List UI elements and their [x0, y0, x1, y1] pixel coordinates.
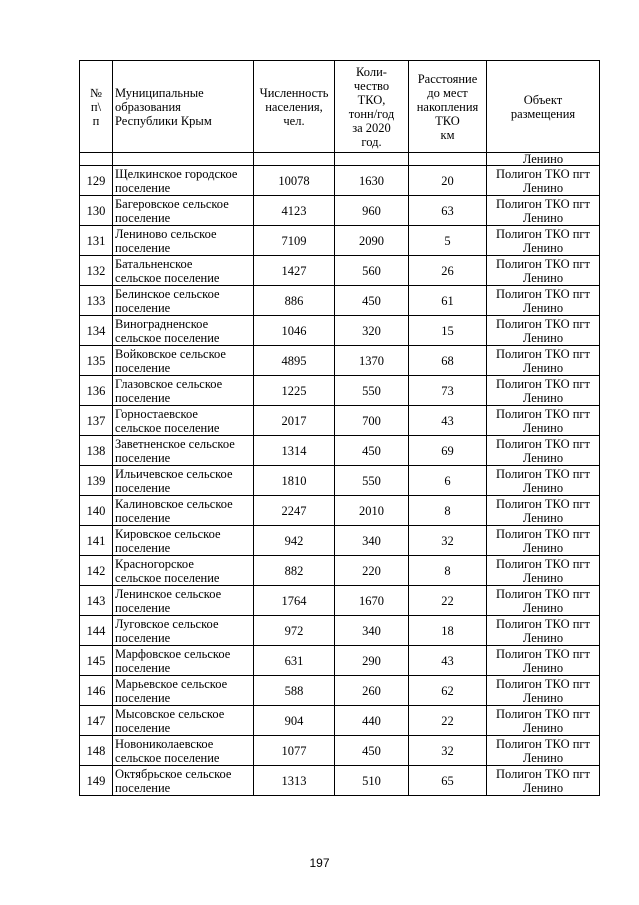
table-row [80, 706, 600, 736]
table-row [80, 616, 600, 646]
municipality-name: Горностаевское сельское поселение [113, 406, 254, 436]
tko-amount-value: 220 [335, 556, 409, 586]
population-value: 588 [254, 676, 335, 706]
tko-amount-value: 450 [335, 436, 409, 466]
placement-object: Полигон ТКО пгт Ленино [487, 556, 600, 586]
table-row [80, 436, 600, 466]
municipality-name: Батальненское сельское поселение [113, 256, 254, 286]
municipality-name: Заветненское сельское поселение [113, 436, 254, 466]
tko-amount-value: 1630 [335, 166, 409, 196]
header-population: Численность населения, чел. [254, 61, 335, 153]
population-value: 904 [254, 706, 335, 736]
municipality-name: Марфовское сельское поселение [113, 646, 254, 676]
tko-amount-value: 2090 [335, 226, 409, 256]
row-number: 142 [80, 556, 113, 586]
distance-value: 22 [409, 706, 487, 736]
table-row [80, 496, 600, 526]
table-row [80, 646, 600, 676]
distance-value: 73 [409, 376, 487, 406]
distance-value: 8 [409, 556, 487, 586]
tko-amount-value: 320 [335, 316, 409, 346]
municipality-name: Виноградненское сельское поселение [113, 316, 254, 346]
municipality-name: Лениново сельское поселение [113, 226, 254, 256]
row-number: 136 [80, 376, 113, 406]
tko-amount-value: 2010 [335, 496, 409, 526]
distance-value: 8 [409, 496, 487, 526]
row-number: 137 [80, 406, 113, 436]
distance-value: 6 [409, 466, 487, 496]
table-row [80, 586, 600, 616]
row-number: 129 [80, 166, 113, 196]
tko-amount-value: 700 [335, 406, 409, 436]
tko-amount-value: 560 [335, 256, 409, 286]
row-number: 148 [80, 736, 113, 766]
municipality-name: Глазовское сельское поселение [113, 376, 254, 406]
table-body [80, 153, 600, 796]
tko-amount-value: 960 [335, 196, 409, 226]
municipality-name: Октябрьское сельское поселение [113, 766, 254, 796]
header-number: № п\ п [80, 61, 113, 153]
header-distance: Расстояние до мест накопления ТКО км [409, 61, 487, 153]
table-header [80, 61, 600, 153]
continuation-object: Ленино [487, 153, 600, 166]
population-value: 972 [254, 616, 335, 646]
table-row [80, 466, 600, 496]
distance-value: 5 [409, 226, 487, 256]
population-value: 4895 [254, 346, 335, 376]
table-row [80, 316, 600, 346]
placement-object: Полигон ТКО пгт Ленино [487, 226, 600, 256]
distance-value: 65 [409, 766, 487, 796]
placement-object: Полигон ТКО пгт Ленино [487, 526, 600, 556]
municipal-waste-table [79, 60, 600, 796]
placement-object: Полигон ТКО пгт Ленино [487, 496, 600, 526]
municipality-name: Багеровское сельское поселение [113, 196, 254, 226]
population-value: 4123 [254, 196, 335, 226]
placement-object: Полигон ТКО пгт Ленино [487, 376, 600, 406]
placement-object: Полигон ТКО пгт Ленино [487, 676, 600, 706]
table-row [80, 406, 600, 436]
distance-value: 26 [409, 256, 487, 286]
municipality-name: Кировское сельское поселение [113, 526, 254, 556]
placement-object: Полигон ТКО пгт Ленино [487, 766, 600, 796]
table-row [80, 766, 600, 796]
table-row [80, 376, 600, 406]
population-value: 942 [254, 526, 335, 556]
placement-object: Полигон ТКО пгт Ленино [487, 736, 600, 766]
table-cell [80, 153, 113, 166]
row-number: 138 [80, 436, 113, 466]
row-number: 133 [80, 286, 113, 316]
population-value: 631 [254, 646, 335, 676]
population-value: 1225 [254, 376, 335, 406]
tko-amount-value: 340 [335, 526, 409, 556]
distance-value: 62 [409, 676, 487, 706]
tko-amount-value: 450 [335, 736, 409, 766]
population-value: 1427 [254, 256, 335, 286]
population-value: 10078 [254, 166, 335, 196]
row-number: 139 [80, 466, 113, 496]
header-row [80, 61, 600, 153]
population-value: 1764 [254, 586, 335, 616]
tko-amount-value: 1670 [335, 586, 409, 616]
row-number: 147 [80, 706, 113, 736]
municipality-name: Ильичевское сельское поселение [113, 466, 254, 496]
table-cell [113, 153, 254, 166]
row-number: 144 [80, 616, 113, 646]
placement-object: Полигон ТКО пгт Ленино [487, 616, 600, 646]
table-cell [254, 153, 335, 166]
header-tko-amount: Коли- чество ТКО, тонн/год за 2020 год. [335, 61, 409, 153]
table-row [80, 676, 600, 706]
page-number: 197 [309, 856, 330, 870]
placement-object: Полигон ТКО пгт Ленино [487, 346, 600, 376]
distance-value: 43 [409, 406, 487, 436]
municipality-name: Новониколаевское сельское поселение [113, 736, 254, 766]
header-municipality: Муниципальные образования Республики Крым [113, 61, 254, 153]
distance-value: 69 [409, 436, 487, 466]
row-number: 141 [80, 526, 113, 556]
municipality-name: Войковское сельское поселение [113, 346, 254, 376]
distance-value: 63 [409, 196, 487, 226]
header-placement-object: Объект размещения [487, 61, 600, 153]
table-row [80, 526, 600, 556]
placement-object: Полигон ТКО пгт Ленино [487, 406, 600, 436]
row-number: 130 [80, 196, 113, 226]
municipality-name: Ленинское сельское поселение [113, 586, 254, 616]
placement-object: Полигон ТКО пгт Ленино [487, 646, 600, 676]
municipality-name: Луговское сельское поселение [113, 616, 254, 646]
population-value: 7109 [254, 226, 335, 256]
placement-object: Полигон ТКО пгт Ленино [487, 196, 600, 226]
distance-value: 32 [409, 736, 487, 766]
distance-value: 20 [409, 166, 487, 196]
distance-value: 68 [409, 346, 487, 376]
tko-amount-value: 510 [335, 766, 409, 796]
distance-value: 22 [409, 586, 487, 616]
table-row [80, 346, 600, 376]
row-number: 131 [80, 226, 113, 256]
continuation-row [80, 153, 600, 166]
placement-object: Полигон ТКО пгт Ленино [487, 286, 600, 316]
placement-object: Полигон ТКО пгт Ленино [487, 316, 600, 346]
population-value: 1077 [254, 736, 335, 766]
municipality-name: Белинское сельское поселение [113, 286, 254, 316]
population-value: 1313 [254, 766, 335, 796]
row-number: 149 [80, 766, 113, 796]
table-cell [409, 153, 487, 166]
distance-value: 32 [409, 526, 487, 556]
distance-value: 18 [409, 616, 487, 646]
placement-object: Полигон ТКО пгт Ленино [487, 466, 600, 496]
table-row [80, 556, 600, 586]
placement-object: Полигон ТКО пгт Ленино [487, 436, 600, 466]
population-value: 1314 [254, 436, 335, 466]
municipality-name: Мысовское сельское поселение [113, 706, 254, 736]
distance-value: 43 [409, 646, 487, 676]
tko-amount-value: 260 [335, 676, 409, 706]
table-row [80, 256, 600, 286]
row-number: 132 [80, 256, 113, 286]
row-number: 140 [80, 496, 113, 526]
population-value: 2247 [254, 496, 335, 526]
table-cell [335, 153, 409, 166]
population-value: 1810 [254, 466, 335, 496]
tko-amount-value: 290 [335, 646, 409, 676]
distance-value: 61 [409, 286, 487, 316]
row-number: 134 [80, 316, 113, 346]
table-row [80, 196, 600, 226]
tko-amount-value: 550 [335, 466, 409, 496]
municipality-name: Красногорское сельское поселение [113, 556, 254, 586]
tko-amount-value: 1370 [335, 346, 409, 376]
row-number: 145 [80, 646, 113, 676]
tko-amount-value: 450 [335, 286, 409, 316]
table-row [80, 286, 600, 316]
row-number: 143 [80, 586, 113, 616]
population-value: 886 [254, 286, 335, 316]
population-value: 1046 [254, 316, 335, 346]
population-value: 2017 [254, 406, 335, 436]
placement-object: Полигон ТКО пгт Ленино [487, 586, 600, 616]
row-number: 146 [80, 676, 113, 706]
municipality-name: Щелкинское городское поселение [113, 166, 254, 196]
tko-amount-value: 550 [335, 376, 409, 406]
table-row [80, 736, 600, 766]
placement-object: Полигон ТКО пгт Ленино [487, 706, 600, 736]
municipality-name: Марьевское сельское поселение [113, 676, 254, 706]
population-value: 882 [254, 556, 335, 586]
row-number: 135 [80, 346, 113, 376]
placement-object: Полигон ТКО пгт Ленино [487, 256, 600, 286]
placement-object: Полигон ТКО пгт Ленино [487, 166, 600, 196]
table-row [80, 226, 600, 256]
tko-amount-value: 440 [335, 706, 409, 736]
tko-amount-value: 340 [335, 616, 409, 646]
municipality-name: Калиновское сельское поселение [113, 496, 254, 526]
distance-value: 15 [409, 316, 487, 346]
table-row [80, 166, 600, 196]
